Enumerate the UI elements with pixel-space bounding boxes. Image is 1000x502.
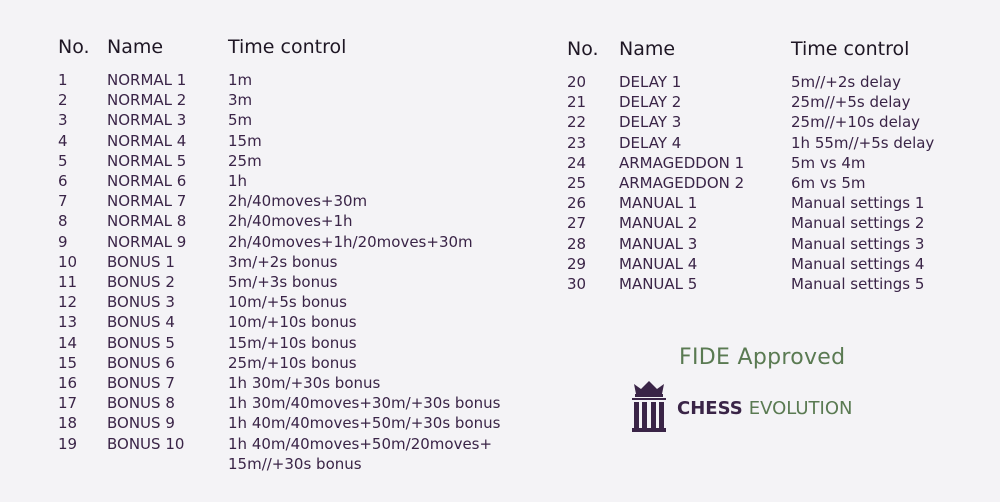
- cell-time-control: 5m: [228, 111, 253, 130]
- cell-no: 20: [567, 73, 587, 91]
- header-no: No.: [567, 38, 599, 60]
- table-body: [567, 72, 991, 294]
- table-row: [58, 171, 568, 191]
- cell-no: 4: [58, 131, 68, 150]
- table-row: [58, 353, 568, 373]
- cell-no: 11: [58, 273, 78, 292]
- header-name: Name: [107, 36, 164, 58]
- cell-no: 22: [567, 113, 587, 132]
- cell-name: NORMAL 8: [107, 212, 187, 231]
- cell-name: BONUS 4: [107, 313, 175, 332]
- time-control-table-right: [567, 38, 991, 294]
- cell-no: 26: [567, 194, 587, 213]
- cell-no: 13: [58, 313, 78, 332]
- table-row: [567, 193, 991, 213]
- table-header: [567, 38, 991, 66]
- cell-no: 12: [58, 293, 78, 312]
- cell-no: 3: [58, 111, 68, 130]
- table-row: [58, 413, 568, 433]
- table-row: [567, 153, 991, 173]
- cell-time-control: Manual settings 3: [791, 234, 925, 253]
- cell-time-control: 5m vs 4m: [791, 153, 866, 172]
- cell-name: BONUS 8: [107, 394, 175, 413]
- cell-no: 5: [58, 151, 68, 170]
- cell-name: MANUAL 1: [619, 194, 698, 213]
- table-row: [567, 274, 991, 294]
- cell-no: 19: [58, 434, 78, 453]
- cell-time-control: 2h/40moves+1h: [228, 212, 353, 231]
- cell-time-control: Manual settings 1: [791, 194, 925, 213]
- cell-name: BONUS 6: [107, 353, 175, 372]
- cell-name: MANUAL 5: [619, 275, 698, 294]
- cell-time-control: 25m/+10s bonus: [228, 353, 357, 372]
- table-row: [567, 92, 991, 112]
- cell-no: 27: [567, 214, 587, 233]
- cell-time-control: 25m//+5s delay: [791, 93, 911, 112]
- cell-no: 8: [58, 212, 68, 231]
- table-row: [58, 211, 568, 231]
- cell-time-control: 1h 30m/40moves+30m/+30s bonus: [228, 394, 501, 413]
- cell-no: 21: [567, 93, 587, 112]
- cell-no: 29: [567, 254, 587, 273]
- cell-no: 25: [567, 174, 587, 193]
- table-row: [58, 454, 568, 474]
- table-row: [567, 112, 991, 132]
- cell-time-control: 15m//+30s bonus: [228, 454, 362, 473]
- table-row: [58, 373, 568, 393]
- table-row: [58, 434, 568, 454]
- cell-name: [107, 454, 228, 474]
- cell-no: 15: [58, 353, 78, 372]
- cell-time-control: 15m/+10s bonus: [228, 333, 357, 352]
- cell-time-control: 1m: [228, 71, 253, 89]
- cell-name: NORMAL 1: [107, 71, 187, 89]
- cell-time-control: 5m/+3s bonus: [228, 273, 338, 292]
- cell-no: 28: [567, 234, 587, 253]
- cell-name: MANUAL 4: [619, 254, 698, 273]
- table-row: [58, 110, 568, 130]
- cell-name: BONUS 2: [107, 273, 175, 292]
- brand-name: [677, 398, 852, 419]
- table-row: [58, 272, 568, 292]
- cell-name: ARMAGEDDON 1: [619, 153, 745, 172]
- brand-evolution: EVOLUTION: [748, 398, 853, 419]
- cell-name: MANUAL 2: [619, 214, 698, 233]
- cell-no: 10: [58, 252, 78, 271]
- table-row: [58, 70, 568, 90]
- cell-time-control: Manual settings 2: [791, 214, 925, 233]
- header-time-control: Time control: [228, 36, 347, 58]
- cell-time-control: 25m: [228, 151, 262, 170]
- cell-name: NORMAL 7: [107, 192, 187, 211]
- header-no: No.: [58, 36, 90, 58]
- cell-time-control: Manual settings 4: [791, 254, 925, 273]
- table-row: [58, 312, 568, 332]
- cell-time-control: 6m vs 5m: [791, 174, 866, 193]
- cell-name: NORMAL 9: [107, 232, 187, 251]
- table-row: [58, 131, 568, 151]
- cell-time-control: 1h 30m/+30s bonus: [228, 374, 381, 393]
- cell-name: DELAY 1: [619, 73, 682, 91]
- table-row: [58, 333, 568, 353]
- table-row: [58, 252, 568, 272]
- cell-time-control: 3m: [228, 91, 253, 110]
- header-time-control: Time control: [791, 38, 910, 60]
- cell-name: DELAY 2: [619, 93, 682, 112]
- cell-time-control: Manual settings 5: [791, 275, 925, 294]
- cell-name: DELAY 4: [619, 133, 682, 152]
- cell-name: BONUS 9: [107, 414, 175, 433]
- cell-no: 2: [58, 91, 68, 110]
- cell-name: BONUS 10: [107, 434, 185, 453]
- cell-no: 30: [567, 275, 587, 294]
- cell-name: NORMAL 3: [107, 111, 187, 130]
- cell-name: BONUS 1: [107, 252, 175, 271]
- cell-no: 9: [58, 232, 68, 251]
- cell-time-control: 1h: [228, 172, 248, 191]
- cell-time-control: 1h 55m//+5s delay: [791, 133, 935, 152]
- cell-no: 23: [567, 133, 587, 152]
- cell-time-control: 1h 40m/40moves+50m/20moves+: [228, 434, 493, 453]
- cell-time-control: 25m//+10s delay: [791, 113, 921, 132]
- table-row: [58, 292, 568, 312]
- cell-time-control: 3m/+2s bonus: [228, 252, 338, 271]
- cell-no: 24: [567, 153, 587, 172]
- fide-approved-label: FIDE Approved: [679, 345, 846, 370]
- table-row: [567, 173, 991, 193]
- cell-no: 1: [58, 71, 68, 89]
- table-row: [567, 72, 991, 92]
- cell-time-control: 2h/40moves+30m: [228, 192, 368, 211]
- time-control-table-left: [58, 36, 568, 474]
- cell-no: 17: [58, 394, 78, 413]
- table-row: [567, 234, 991, 254]
- cell-time-control: 5m//+2s delay: [791, 73, 901, 91]
- cell-name: BONUS 5: [107, 333, 175, 352]
- cell-name: NORMAL 6: [107, 172, 187, 191]
- cell-name: NORMAL 5: [107, 151, 187, 170]
- cell-name: BONUS 3: [107, 293, 175, 312]
- cell-no: 16: [58, 374, 78, 393]
- cell-time-control: 15m: [228, 131, 262, 150]
- chess-crown-logo-icon: [628, 378, 670, 436]
- cell-name: BONUS 7: [107, 374, 175, 393]
- table-body: [58, 70, 568, 474]
- brand-chess: CHESS: [677, 398, 743, 419]
- table-row: [567, 133, 991, 153]
- cell-name: MANUAL 3: [619, 234, 698, 253]
- cell-name: DELAY 3: [619, 113, 682, 132]
- table-row: [58, 191, 568, 211]
- table-header: [58, 36, 568, 64]
- cell-name: ARMAGEDDON 2: [619, 174, 745, 193]
- cell-no: 7: [58, 192, 68, 211]
- cell-time-control: 2h/40moves+1h/20moves+30m: [228, 232, 473, 251]
- cell-no: 6: [58, 172, 68, 191]
- cell-no: [58, 454, 107, 474]
- cell-no: 18: [58, 414, 78, 433]
- table-row: [58, 90, 568, 110]
- cell-time-control: 1h 40m/40moves+50m/+30s bonus: [228, 414, 501, 433]
- table-row: [58, 232, 568, 252]
- cell-time-control: 10m/+5s bonus: [228, 293, 347, 312]
- cell-no: 14: [58, 333, 78, 352]
- table-row: [567, 254, 991, 274]
- cell-name: NORMAL 2: [107, 91, 187, 110]
- cell-name: NORMAL 4: [107, 131, 187, 150]
- table-row: [567, 213, 991, 233]
- table-row: [58, 393, 568, 413]
- table-row: [58, 151, 568, 171]
- header-name: Name: [619, 38, 676, 60]
- cell-time-control: 10m/+10s bonus: [228, 313, 357, 332]
